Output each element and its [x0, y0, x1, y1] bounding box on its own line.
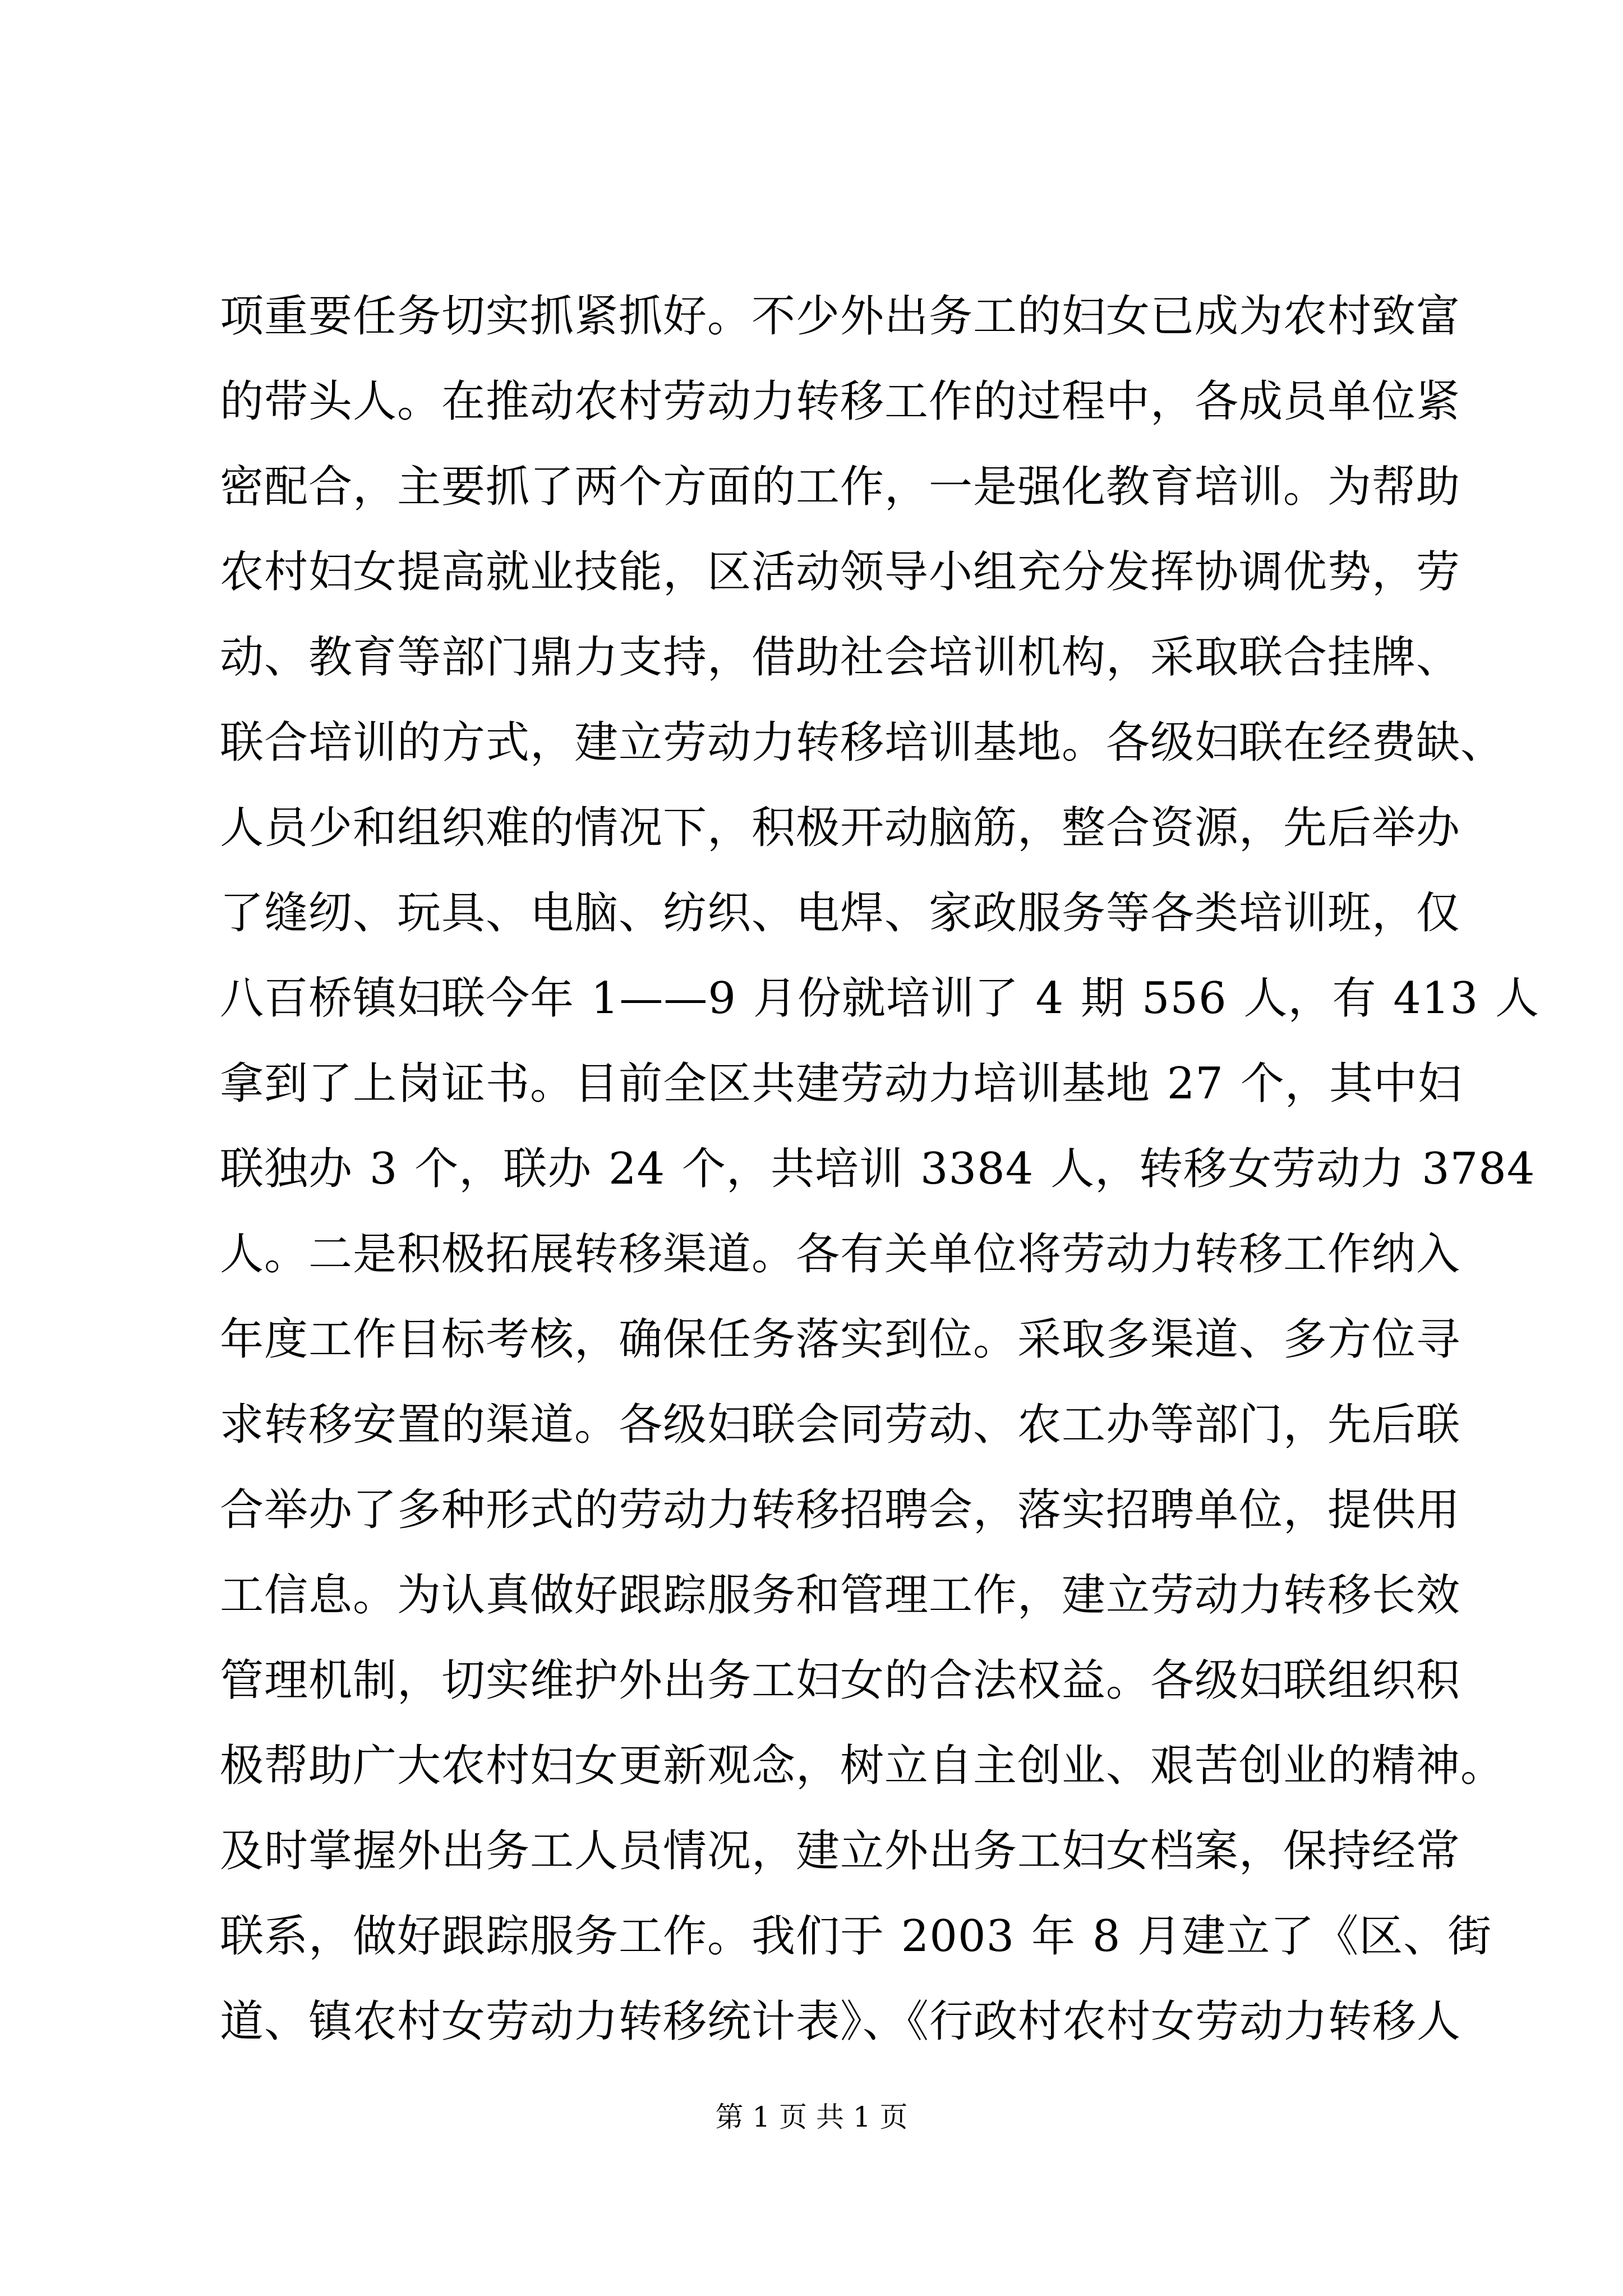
text-line: 联合培训的方式，建立劳动力转移培训基地。各级妇联在经费缺、: [220, 717, 1505, 768]
text-line: 极帮助广大农村妇女更新观念，树立自主创业、艰苦创业的精神。: [220, 1741, 1505, 1791]
text-line: 人员少和组织难的情况下，积极开动脑筋，整合资源，先后举办: [220, 803, 1461, 853]
text-line: 动、教育等部门鼎力支持，借助社会培训机构，采取联合挂牌、: [220, 632, 1461, 683]
text-line: 联独办 3 个，联办 24 个，共培训 3384 人，转移女劳动力 3784: [220, 1144, 1536, 1194]
text-line: 拿到了上岗证书。目前全区共建劳动力培训基地 27 个，其中妇: [220, 1059, 1462, 1109]
text-line: 联系，做好跟踪服务工作。我们于 2003 年 8 月建立了《区、街: [220, 1911, 1492, 1962]
text-line: 合举办了多种形式的劳动力转移招聘会，落实招聘单位，提供用: [220, 1485, 1461, 1535]
text-line: 农村妇女提高就业技能，区活动领导小组充分发挥协调优势，劳: [220, 547, 1461, 597]
text-line: 密配合，主要抓了两个方面的工作，一是强化教育培训。为帮助: [220, 462, 1461, 512]
text-line: 年度工作目标考核，确保任务落实到位。采取多渠道、多方位寻: [220, 1314, 1461, 1365]
text-line: 及时掌握外出务工人员情况，建立外出务工妇女档案，保持经常: [220, 1826, 1461, 1876]
text-line: 管理机制，切实维护外出务工妇女的合法权益。各级妇联组织积: [220, 1655, 1461, 1706]
text-line: 的带头人。在推动农村劳动力转移工作的过程中，各成员单位紧: [220, 376, 1461, 427]
text-line: 项重要任务切实抓紧抓好。不少外出务工的妇女已成为农村致富: [220, 291, 1461, 342]
text-line: 了缝纫、玩具、电脑、纺织、电焊、家政服务等各类培训班，仅: [220, 888, 1461, 938]
text-line: 工信息。为认真做好跟踪服务和管理工作，建立劳动力转移长效: [220, 1570, 1461, 1621]
text-line: 求转移安置的渠道。各级妇联会同劳动、农工办等部门，先后联: [220, 1400, 1461, 1450]
text-line: 八百桥镇妇联今年 1——9 月份就培训了 4 期 556 人，有 413 人: [220, 973, 1539, 1024]
text-line: 道、镇农村女劳动力转移统计表》、《行政村农村女劳动力转移人: [220, 1996, 1461, 2047]
text-line: 人。二是积极拓展转移渠道。各有关单位将劳动力转移工作纳入: [220, 1229, 1461, 1280]
page-footer: 第 1 页 共 1 页: [715, 2101, 908, 2133]
body-text: [220, 274, 1539, 2064]
